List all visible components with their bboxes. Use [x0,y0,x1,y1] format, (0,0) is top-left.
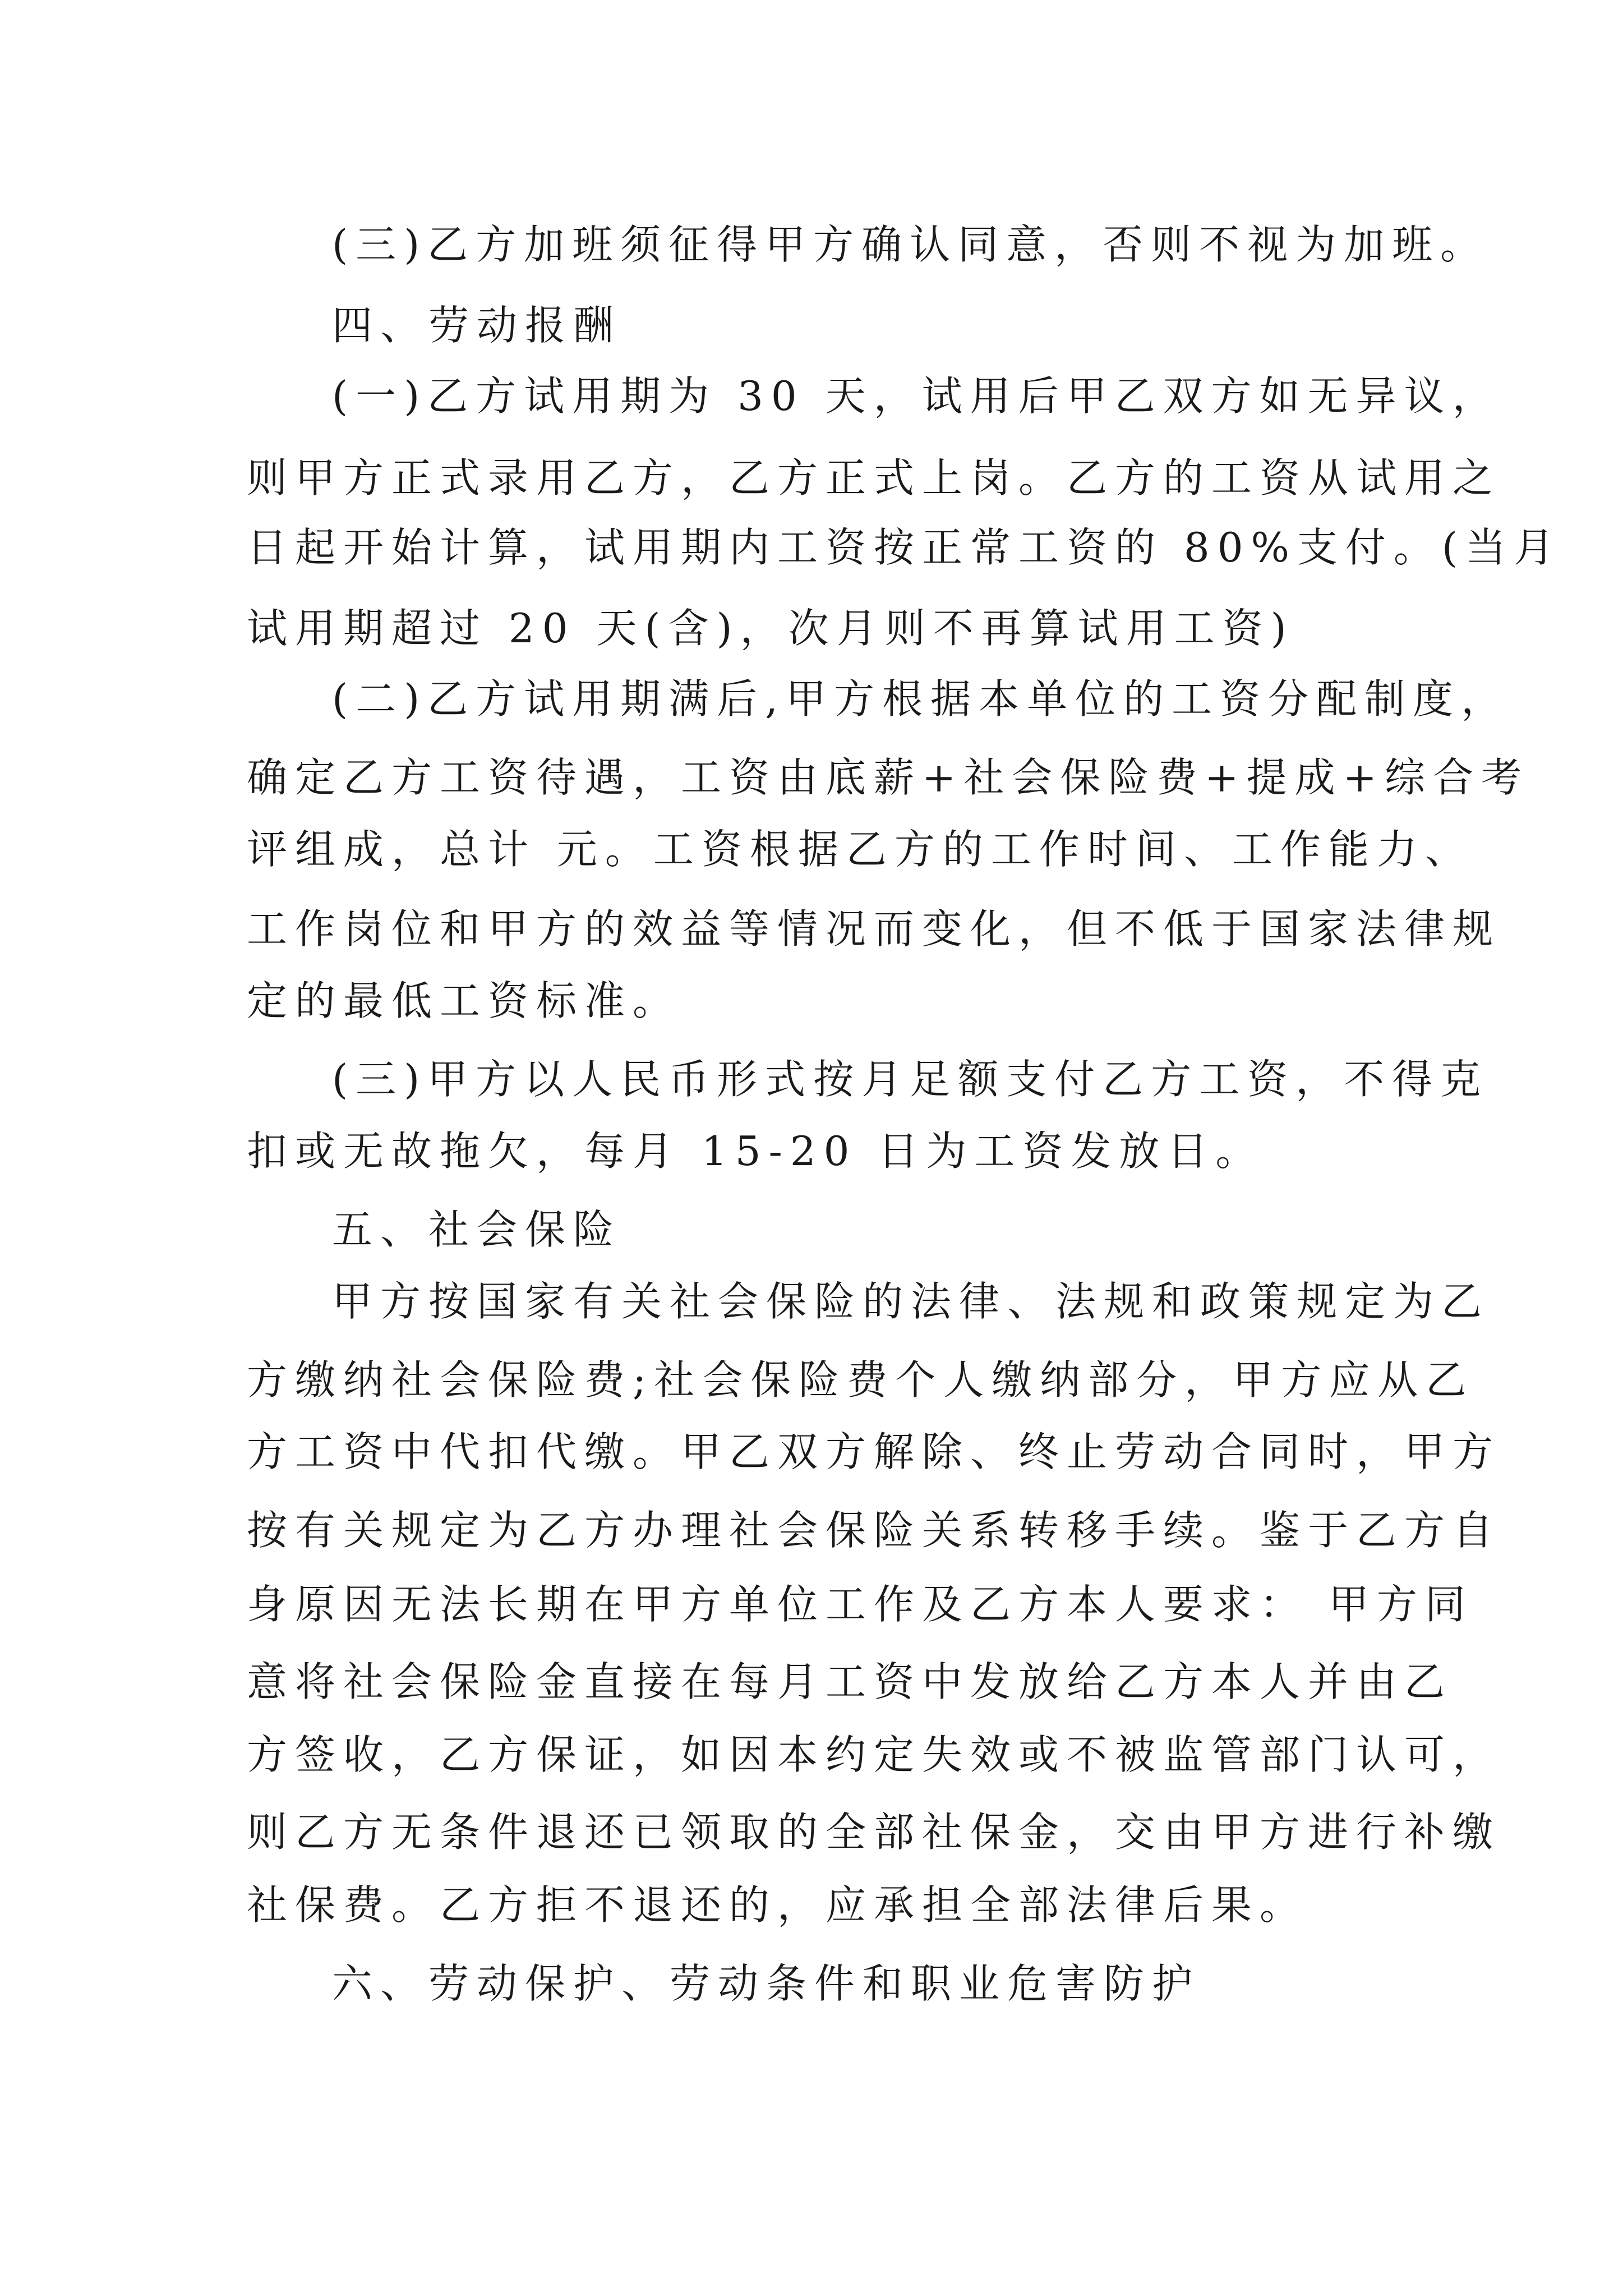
text-line: (一)乙方试用期为 30 天，试用后甲乙双方如无异议， [332,372,1501,420]
text-line: 方签收，乙方保证，如因本约定失效或不被监管部门认可， [247,1731,1501,1778]
text-line: 则甲方正式录用乙方，乙方正式上岗。乙方的工资从试用之 [247,454,1501,501]
text-line: (三)甲方以人民币形式按月足额支付乙方工资，不得克 [332,1056,1489,1103]
section-heading: 五、社会保险 [332,1206,622,1253]
text-line: 按有关规定为乙方办理社会保险关系转移手续。鉴于乙方自 [247,1507,1501,1554]
text-line: 确定乙方工资待遇，工资由底薪+社会保险费+提成+综合考 [247,754,1529,801]
text-line: 评组成，总计 元。工资根据乙方的工作时间、工作能力、 [247,826,1473,873]
text-line: 日起开始计算，试用期内工资按正常工资的 80%支付。(当月 [247,524,1562,571]
text-line: 扣或无故拖欠，每月 15-20 日为工资发放日。 [247,1128,1264,1175]
text-line: 社保费。乙方拒不退还的，应承担全部法律后果。 [247,1881,1308,1929]
text-line: 定的最低工资标准。 [247,977,681,1024]
text-line: 方工资中代扣代缴。甲乙双方解除、终止劳动合同时，甲方 [247,1428,1501,1475]
section-heading: 六、劳动保护、劳动条件和职业危害防护 [332,1960,1201,2007]
text-line: (二)乙方试用期满后,甲方根据本单位的工资分配制度， [332,675,1510,723]
text-line: 意将社会保险金直接在每月工资中发放给乙方本人并由乙 [247,1658,1453,1705]
text-line: 甲方按国家有关社会保险的法律、法规和政策规定为乙 [332,1278,1490,1325]
text-line: 方缴纳社会保险费;社会保险费个人缴纳部分，甲方应从乙 [247,1356,1474,1404]
text-line: (三)乙方加班须征得甲方确认同意，否则不视为加班。 [332,221,1489,268]
section-heading: 四、劳动报酬 [332,302,622,349]
text-line: 则乙方无条件退还已领取的全部社保金，交由甲方进行补缴 [247,1809,1501,1856]
text-line: 身原因无法长期在甲方单位工作及乙方本人要求： 甲方同 [247,1581,1473,1628]
text-line: 试用期超过 20 天(含)，次月则不再算试用工资) [247,605,1294,652]
text-line: 工作岗位和甲方的效益等情况而变化，但不低于国家法律规 [247,905,1501,953]
